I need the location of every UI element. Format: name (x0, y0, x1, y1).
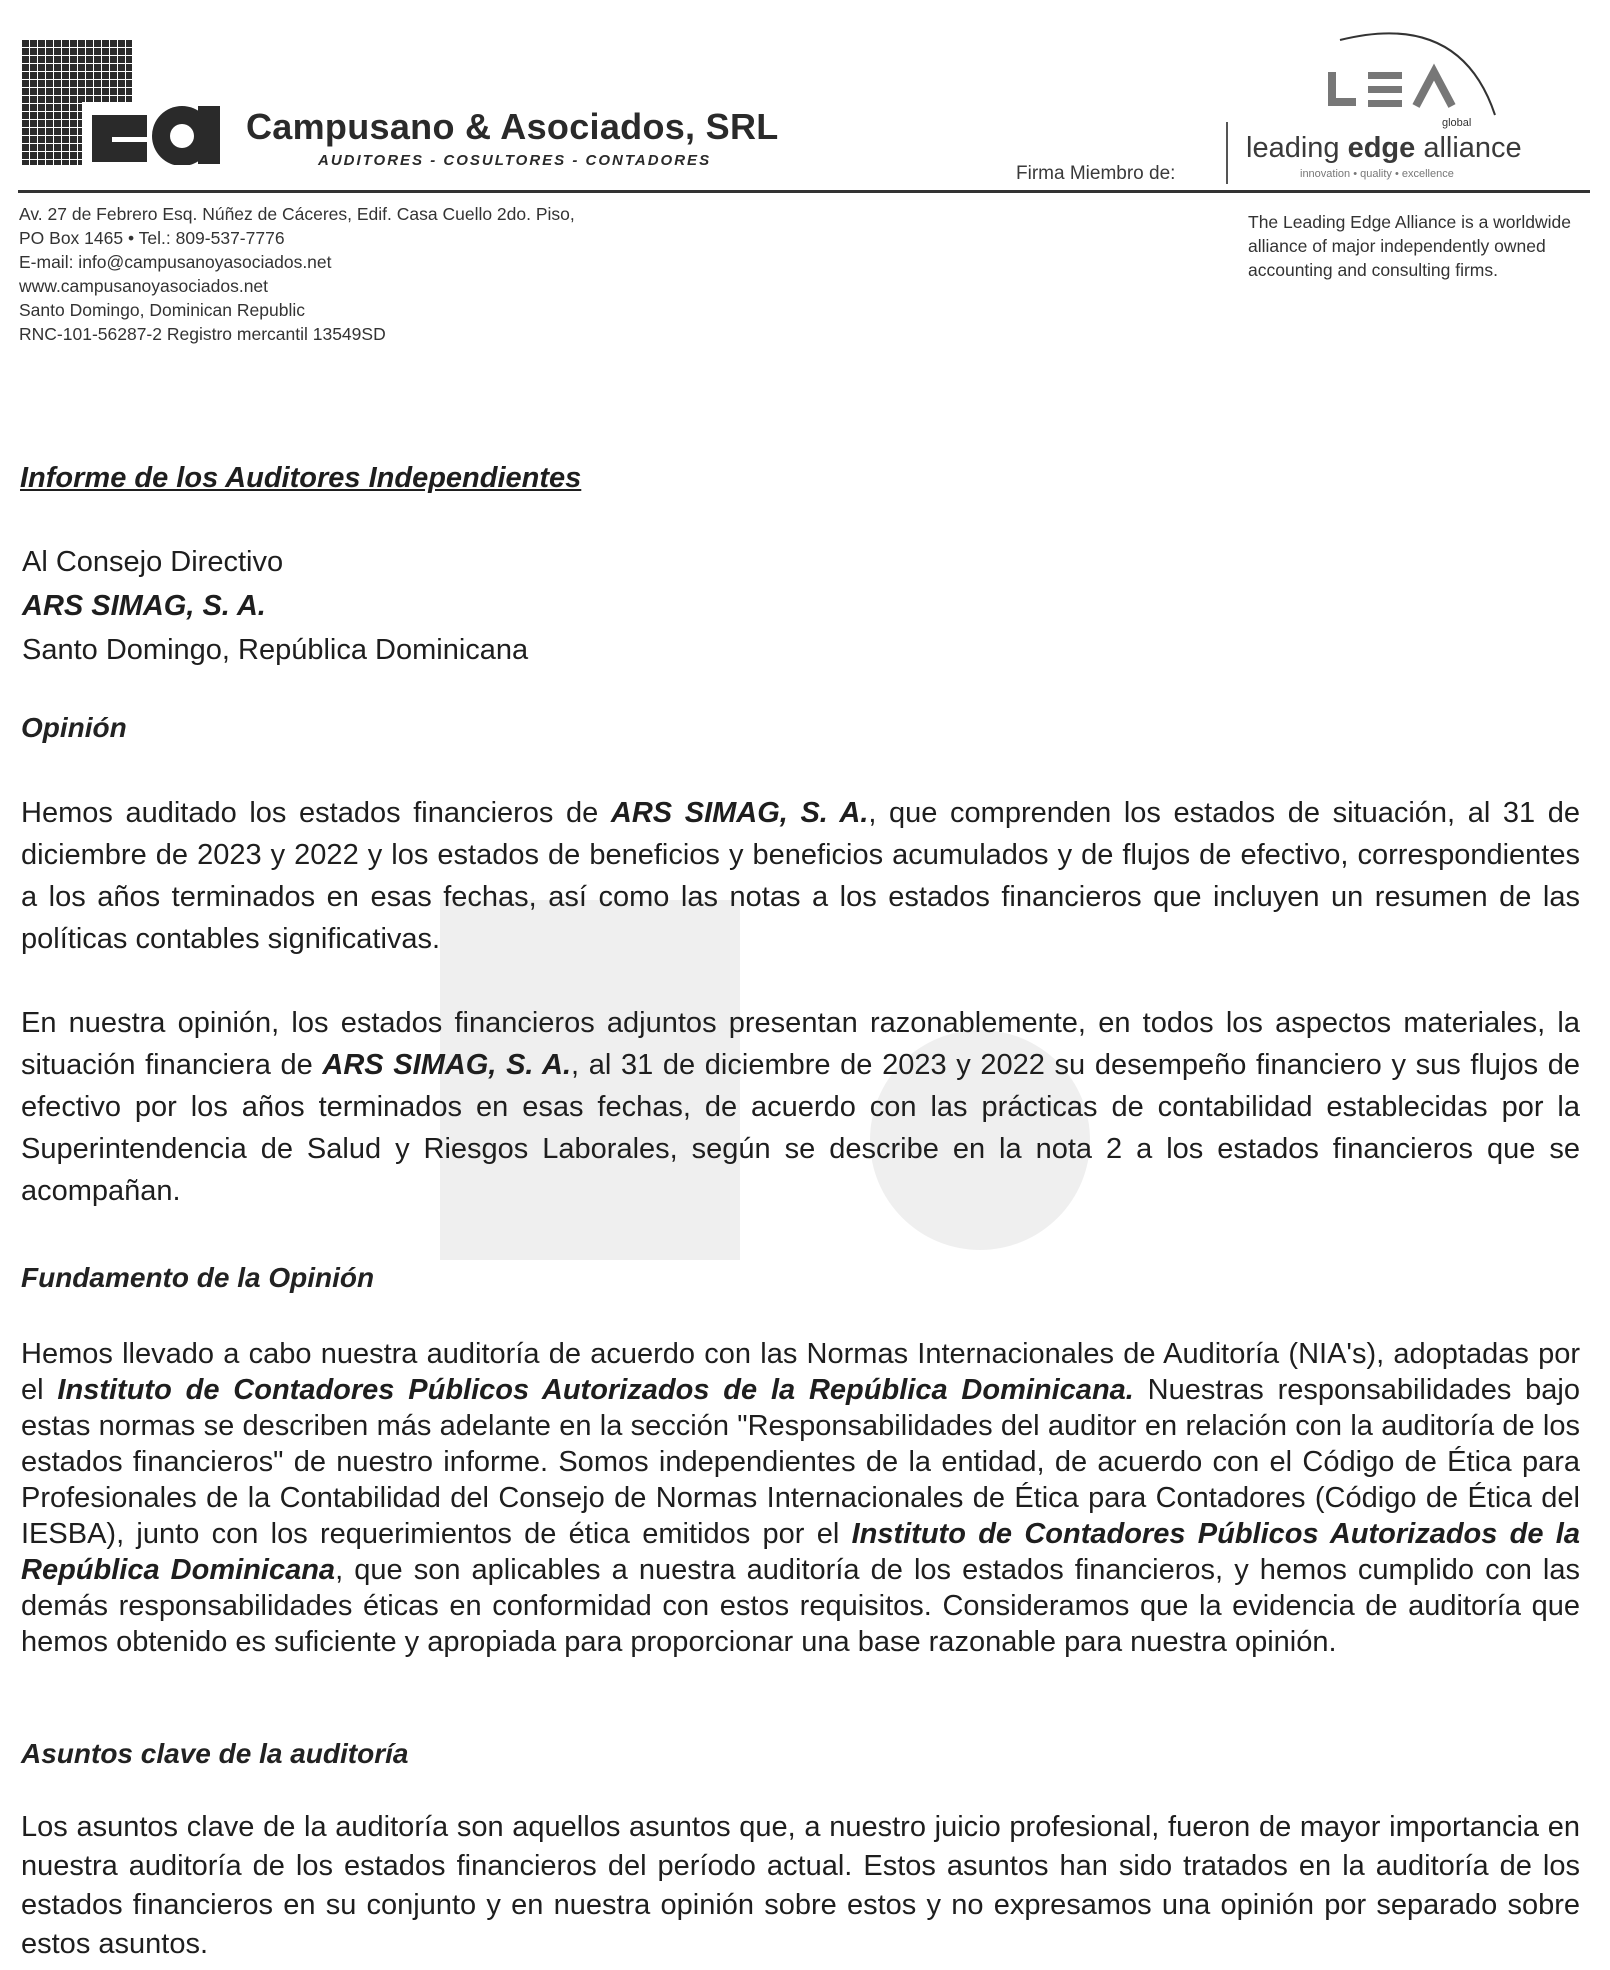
address-line: RNC-101-56287-2 Registro mercantil 13549SD (19, 324, 386, 344)
member-label: Firma Miembro de: (1016, 163, 1176, 184)
firm-name: Campusano & Asociados, SRL (246, 106, 779, 147)
address-line: Santo Domingo, Dominican Republic (19, 300, 305, 320)
section-heading-opinion: Opinión (21, 712, 127, 743)
lea-divider (1226, 122, 1228, 184)
address-line: www.campusanoyasociados.net (19, 276, 269, 296)
lea-global-word: global (1442, 117, 1472, 129)
opinion-paragraph-1 (21, 792, 1580, 960)
lea-brand-prefix: leading (1246, 132, 1348, 164)
addressee-location: Santo Domingo, República Dominicana (22, 634, 529, 666)
report-title: Informe de los Auditores Independientes (20, 462, 582, 494)
firm-logo-icon (22, 40, 222, 165)
text-run: Nuestras responsabilidades bajo estas normas se describen más adelante en la sección "Responsabilidades del auditor en relación con la auditoría de los estados financieros" de nuestro informe. Somos independientes de la entidad, de acuerdo con el Código de Ética para Profesionales de la Contabilidad del Consejo de Normas Internacionales de Ética para Contadores (Código de Ética del IESBA), junto con los requerimientos de ética emitidos por el (21, 1374, 1580, 1550)
lea-slogan: innovation • quality • excellence (1300, 168, 1454, 180)
text-run: Hemos auditado los estados financieros de (21, 797, 611, 829)
text-run: En nuestra opinión, los estados financieros adjuntos presentan razonablemente, en todos los aspectos materiales, la situación financiera de (21, 1007, 1580, 1081)
lea-logo-icon (1320, 20, 1520, 130)
address-line: Av. 27 de Febrero Esq. Núñez de Cáceres, Edif. Casa Cuello 2do. Piso, (19, 204, 575, 224)
company-name-emphasis: ARS SIMAG, S. A. (322, 1049, 572, 1081)
text-run: , que son aplicables a nuestra auditoría de los estados financieros, y hemos cumplido con las demás responsabilidades éticas en conformidad con estos requisitos. Consideramos que la evidencia de auditoría que hemos obtenido es suficiente y apropiada para proporcionar una base razonable para nuestra opinión. (21, 1554, 1580, 1658)
address-line: PO Box 1465 • Tel.: 809-537-7776 (19, 228, 285, 248)
asuntos-paragraph: Los asuntos clave de la auditoría son aquellos asuntos que, a nuestro juicio profesional, fueron de mayor importancia en nuestra auditoría de los estados financieros del período actual. Estos asuntos han sido tratados en la auditoría de los estados financieros en su conjunto y en nuestra opinión sobre estos y no expresamos una opinión por separado sobre estos asuntos. (21, 1811, 1580, 1960)
company-name-emphasis: ARS SIMAG, S. A. (610, 797, 869, 829)
text-run: Hemos llevado a cabo nuestra auditoría de acuerdo con las Normas Internacionales de Auditoría (NIA's), adoptadas por el (21, 1338, 1580, 1406)
lea-brand (1246, 132, 1522, 165)
text-run: , que comprenden los estados de situación, al 31 de diciembre de 2023 y 2022 y los estados de beneficios y beneficios acumulados y de flujos de efectivo, correspondientes a los años terminados en esas fechas, así como las notas a los estados financieros que incluyen un resumen de las políticas contables significativas. (21, 797, 1580, 955)
institute-name-emphasis: Instituto de Contadores Públicos Autorizados de la República Dominicana. (57, 1374, 1134, 1406)
addressee-company: ARS SIMAG, S. A. (22, 590, 266, 622)
opinion-paragraph-2 (21, 1002, 1580, 1212)
addressee-line: Al Consejo Directivo (22, 546, 284, 578)
header-divider (18, 190, 1590, 193)
address-line: E-mail: info@campusanoyasociados.net (19, 252, 332, 272)
firm-address (19, 202, 575, 346)
text-run: , al 31 de diciembre de 2023 y 2022 su desempeño financiero y sus flujos de efectivo por los años terminados en esas fechas, de acuerdo con las prácticas de contabilidad establecidas por la Superintendencia de Salud y Riesgos Laborales, según se describe en la nota 2 a los estados financieros que se acompañan. (21, 1049, 1580, 1207)
section-heading-fundamento: Fundamento de la Opinión (21, 1262, 375, 1293)
lea-brand-bold: edge (1347, 132, 1416, 164)
lea-about: The Leading Edge Alliance is a worldwide alliance of major independently owned accounting and consulting firms. (1248, 212, 1571, 280)
fundamento-paragraph (21, 1336, 1580, 1660)
institute-name-emphasis: Instituto de Contadores Públicos Autorizados de la República Dominicana (21, 1518, 1580, 1586)
lea-brand-suffix: alliance (1415, 132, 1522, 164)
section-heading-asuntos: Asuntos clave de la auditoría (21, 1738, 409, 1769)
firm-tagline: AUDITORES - COSULTORES - CONTADORES (318, 152, 712, 169)
addressee-block (22, 540, 528, 672)
